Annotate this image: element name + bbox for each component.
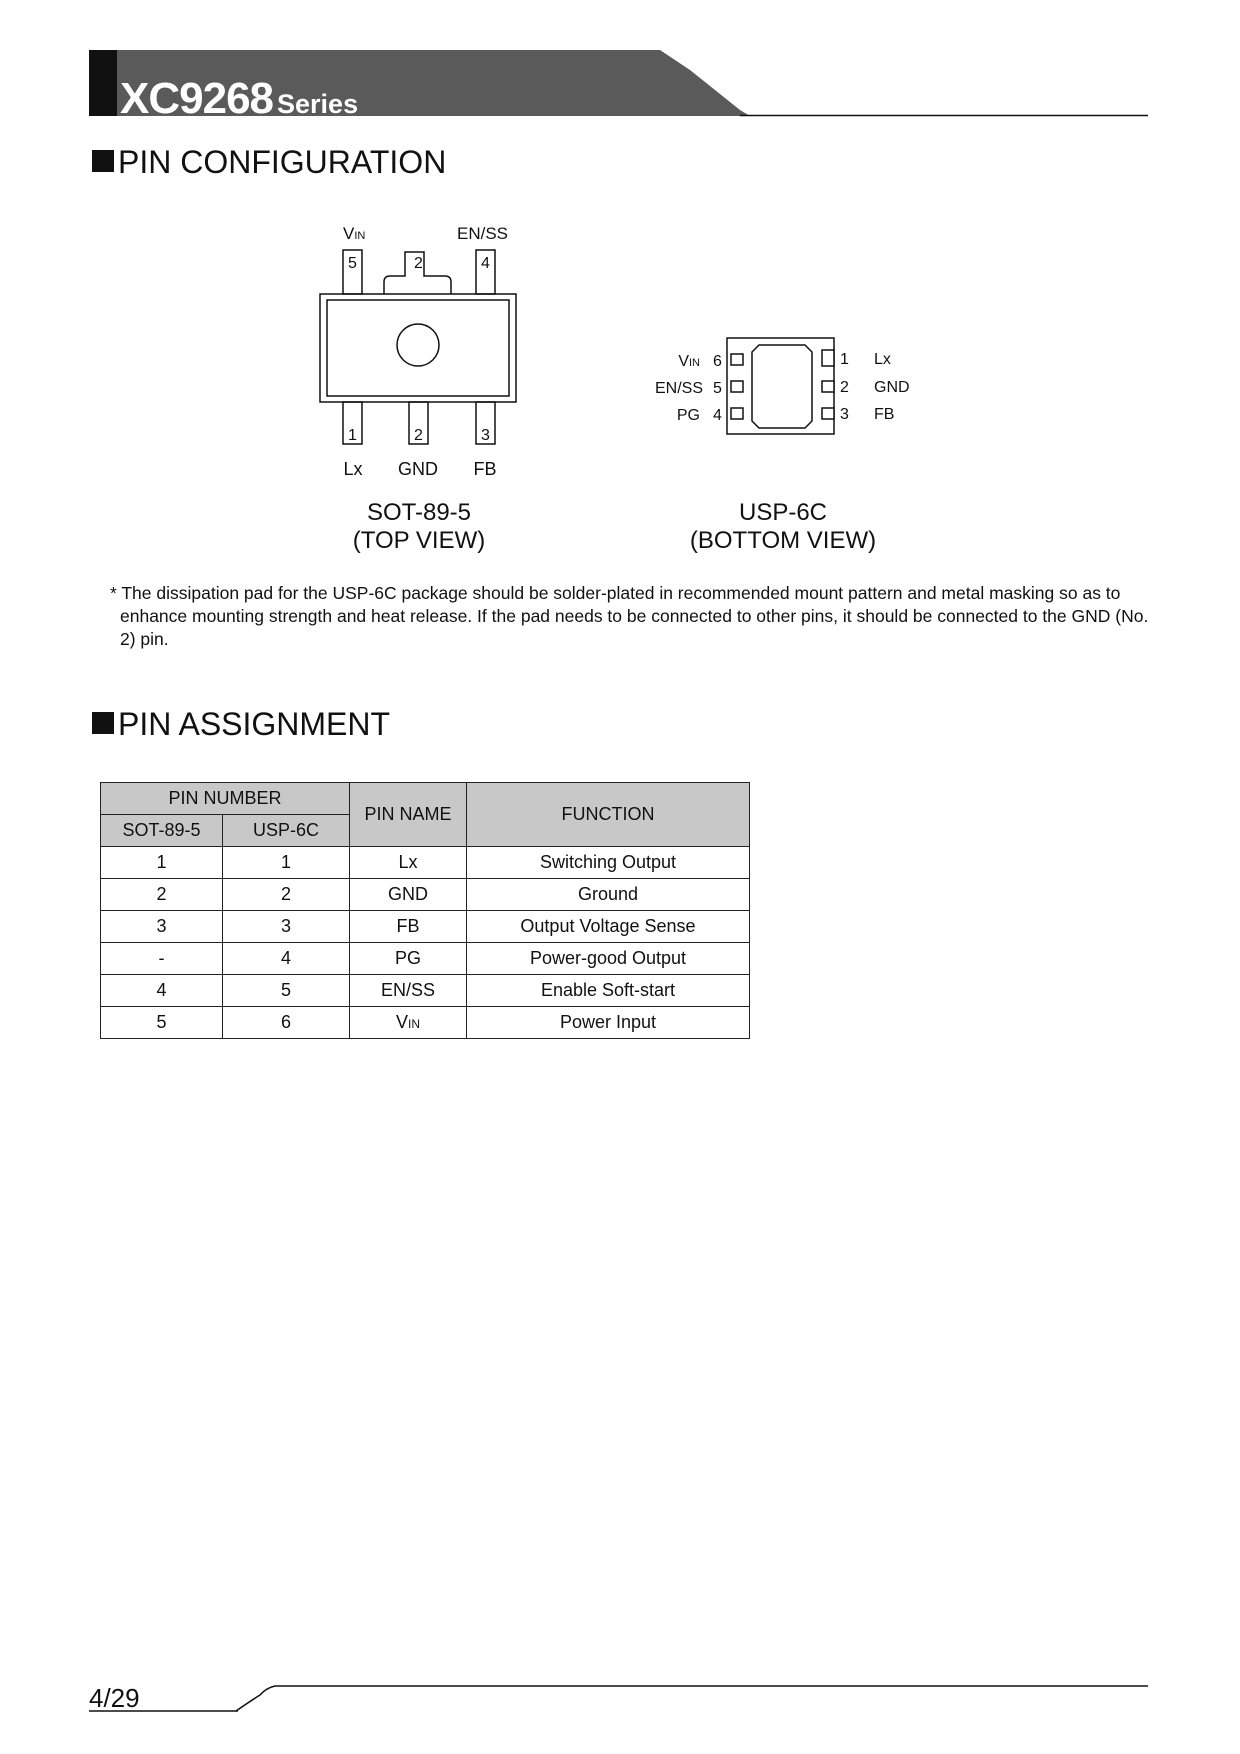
cell-function: Output Voltage Sense (467, 911, 750, 943)
th-pin-name: PIN NAME (350, 783, 467, 847)
usp6c-right-pin-name: Lx (874, 351, 891, 368)
doc-title (120, 74, 358, 124)
table-row (101, 943, 750, 975)
usp6c-caption-view: (BOTTOM VIEW) (689, 527, 877, 554)
series-label: Series (277, 89, 359, 119)
bullet-square-icon (92, 150, 114, 172)
th-pin-number: PIN NUMBER (101, 783, 350, 815)
usp6c-left-pin-name: EN/SS (654, 380, 703, 397)
usp6c-left-pin-number: 6 (713, 353, 722, 370)
cell-usp6c: 3 (223, 911, 350, 943)
cell-usp6c: 5 (223, 975, 350, 1007)
sot89-bottom-label: GND (398, 459, 438, 479)
dissipation-pad-note (90, 582, 1160, 651)
sot89-bottom-pin-number: 3 (481, 427, 490, 444)
cell-sot89: 1 (101, 847, 223, 879)
table-row (101, 879, 750, 911)
section-title: PIN ASSIGNMENT (118, 706, 391, 742)
cell-sot89: 5 (101, 1007, 223, 1039)
cell-sot89: 2 (101, 879, 223, 911)
usp6c-caption: USP-6C (738, 499, 828, 526)
cell-function: Power-good Output (467, 943, 750, 975)
cell-sot89: 4 (101, 975, 223, 1007)
cell-pin-name: FB (350, 911, 467, 943)
sot89-bottom-pin-number: 1 (348, 427, 357, 444)
cell-usp6c: 4 (223, 943, 350, 975)
usp6c-left-pin-number: 5 (713, 380, 722, 397)
cell-pin-name: EN/SS (350, 975, 467, 1007)
usp6c-left-pin-number: 4 (713, 407, 722, 424)
usp6c-pad-4 (731, 408, 743, 419)
th-function: FUNCTION (467, 783, 750, 847)
page-number: 4/29 (89, 1683, 140, 1713)
footer-rule (0, 1660, 1240, 1720)
sot89-body-inner (327, 300, 509, 396)
usp6c-pad-1 (822, 350, 834, 366)
usp6c-pad-6 (731, 354, 743, 365)
cell-pin-name: Lx (350, 847, 467, 879)
product-name: XC9268 (120, 74, 274, 123)
usp6c-pad-5 (731, 381, 743, 392)
pin-assignment-table (100, 782, 750, 1039)
cell-function: Switching Output (467, 847, 750, 879)
note-text (100, 582, 1160, 651)
usp6c-thermal-pad (752, 345, 812, 428)
section-pin-assignment (92, 706, 390, 743)
sot89-top-pin-number: 2 (414, 255, 423, 272)
usp6c-right-pin-number: 2 (840, 379, 849, 396)
cell-pin-name: VIN (350, 1007, 467, 1039)
cell-sot89: 3 (101, 911, 223, 943)
sot89-top-pin-number: 5 (348, 255, 357, 272)
sot89-body-outer (320, 294, 516, 402)
section-pin-configuration (92, 144, 446, 181)
usp6c-left-pin-name: VIN (678, 353, 700, 370)
sot89-top-pin-number: 4 (481, 255, 490, 272)
usp6c-right-pin-number: 3 (840, 406, 849, 423)
usp6c-left-pin-name: PG (676, 407, 700, 424)
header-black-bar (89, 50, 117, 116)
cell-sot89: - (101, 943, 223, 975)
sot89-bottom-pin-number: 2 (414, 427, 423, 444)
note-body: The dissipation pad for the USP-6C package should be solder-plated in recommended mount pattern and metal masking so as to enhance mounting strength and heat release. If the pad needs to be connected to other pins, it should be connected to the GND (No. 2) pin. (120, 583, 1149, 649)
usp6c-pad-3 (822, 408, 834, 419)
cell-usp6c: 1 (223, 847, 350, 879)
usp6c-right-pin-name: GND (874, 379, 910, 396)
cell-function: Ground (467, 879, 750, 911)
table-row (101, 847, 750, 879)
table-row (101, 975, 750, 1007)
table-row (101, 911, 750, 943)
sot89-pin1-dot (397, 324, 439, 366)
note-asterisk: * (110, 583, 117, 603)
cell-function: Enable Soft-start (467, 975, 750, 1007)
sot89-bottom-label: FB (473, 459, 497, 479)
cell-function: Power Input (467, 1007, 750, 1039)
sot89-caption: SOT-89-5 (366, 499, 472, 526)
sot89-bottom-label: Lx (343, 459, 363, 479)
bullet-square-icon (92, 712, 114, 734)
cell-usp6c: 6 (223, 1007, 350, 1039)
sot89-enss-label: EN/SS (457, 224, 509, 243)
usp6c-pad-2 (822, 381, 834, 392)
usp6c-right-pin-number: 1 (840, 351, 849, 368)
table-row (101, 1007, 750, 1039)
sot89-caption-view: (TOP VIEW) (352, 527, 486, 554)
sot89-vin-label: VIN (343, 224, 366, 243)
cell-pin-name: PG (350, 943, 467, 975)
sot89-package (320, 224, 516, 554)
th-usp6c: USP-6C (223, 815, 350, 847)
usp6c-package (655, 338, 910, 554)
section-title: PIN CONFIGURATION (118, 144, 447, 180)
th-sot89: SOT-89-5 (101, 815, 223, 847)
cell-pin-name: GND (350, 879, 467, 911)
cell-usp6c: 2 (223, 879, 350, 911)
usp6c-right-pin-name: FB (874, 406, 895, 423)
